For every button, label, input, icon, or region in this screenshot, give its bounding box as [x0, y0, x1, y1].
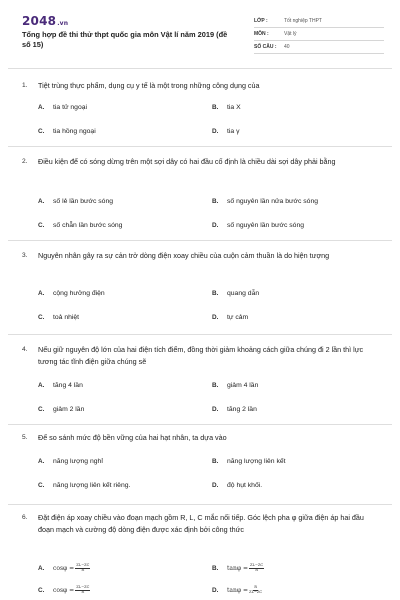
fraction-numerator: ZL−ZC	[76, 563, 90, 567]
option-text: tia hồng ngoại	[53, 128, 96, 135]
question-5	[0, 432, 400, 502]
option-b[interactable]	[212, 198, 318, 205]
question-number: 2.	[22, 158, 28, 165]
divider	[8, 424, 392, 425]
fraction	[249, 586, 262, 594]
option-text: tự cảm	[227, 314, 249, 321]
option-letter: C.	[38, 406, 45, 413]
divider	[8, 504, 392, 505]
formula-lhs: cosφ =	[53, 564, 75, 572]
divider	[8, 146, 392, 147]
option-letter: A.	[38, 104, 45, 111]
option-letter: A.	[38, 458, 45, 465]
exam-title: Tổng hợp đề thi thử thpt quốc gia môn Vật lí năm 2019 (đề số 15)	[22, 30, 228, 49]
exam-meta	[254, 15, 384, 54]
option-text: quang dẫn	[227, 290, 260, 297]
option-a[interactable]	[38, 198, 113, 205]
option-b[interactable]	[212, 104, 241, 111]
option-letter: A.	[38, 198, 45, 205]
fraction-denominator: R	[255, 567, 258, 572]
option-letter: D.	[212, 314, 219, 321]
question-number: 4.	[22, 346, 28, 353]
option-c[interactable]	[38, 222, 122, 229]
option-c[interactable]	[38, 482, 130, 489]
option-a[interactable]	[38, 104, 87, 111]
option-letter: B.	[212, 290, 219, 297]
question-text: Tiệt trùng thực phẩm, dụng cụ y tế là một trong những công dụng của	[38, 81, 260, 90]
question-text: Đặt điện áp xoay chiều vào đoạn mạch gồm R, L, C mắc nối tiếp. Góc lệch pha φ giữa điện áp hai đầu đoạn mạch và cường độ dòng điện được xác định bởi công thức	[38, 513, 364, 534]
option-letter: A.	[38, 382, 45, 389]
option-text: giảm 4 lần	[227, 382, 259, 389]
formula	[53, 587, 90, 594]
option-c[interactable]	[38, 128, 96, 135]
option-a[interactable]	[38, 458, 103, 465]
option-letter: C.	[38, 586, 45, 594]
option-letter: C.	[38, 314, 45, 321]
fraction	[249, 564, 264, 572]
option-text: tăng 2 lần	[227, 406, 257, 413]
divider	[8, 68, 392, 69]
fraction	[75, 564, 90, 572]
meta-class-value: Tốt nghiệp THPT	[284, 18, 322, 24]
meta-class-row	[254, 15, 384, 28]
option-letter: D.	[212, 586, 219, 594]
logo-text: 2048	[22, 14, 57, 28]
meta-subject-row	[254, 28, 384, 41]
question-text: Để so sánh mức độ bền vững của hai hạt nhân, ta dựa vào	[38, 433, 227, 442]
option-text: tia γ	[227, 128, 240, 135]
question-2	[0, 156, 400, 236]
option-d[interactable]	[212, 482, 262, 489]
question-number: 6.	[22, 514, 28, 521]
option-letter: D.	[212, 406, 219, 413]
question-6	[0, 512, 400, 600]
option-letter: B.	[212, 564, 219, 572]
option-a[interactable]	[38, 564, 90, 572]
option-d[interactable]	[212, 406, 257, 413]
question-text: Điều kiện để có sóng dừng trên một sợi dây có hai đầu cố định là chiều dài sợi dây phải bằng	[38, 157, 336, 166]
option-text: tia X	[227, 104, 241, 111]
option-text: số chẵn lần bước sóng	[53, 222, 123, 229]
meta-subject-value: Vật lý	[284, 31, 297, 37]
option-text: giảm 2 lần	[53, 406, 85, 413]
fraction-numerator: ZL−ZC	[250, 563, 264, 567]
option-a[interactable]	[38, 382, 83, 389]
question-text: Nguyên nhân gây ra sự cản trở dòng điện xoay chiều của cuộn cảm thuần là do hiện tượng	[38, 251, 330, 260]
option-b[interactable]	[212, 382, 258, 389]
formula	[227, 587, 262, 594]
option-text: năng lượng liên kết riêng.	[53, 482, 131, 489]
option-text: số lẻ lần bước sóng	[53, 198, 114, 205]
option-letter: D.	[212, 482, 219, 489]
fraction	[75, 586, 90, 594]
option-text: toả nhiệt	[53, 314, 80, 321]
meta-count-row	[254, 41, 384, 54]
formula-lhs: tanφ =	[227, 586, 248, 594]
option-letter: A.	[38, 564, 45, 572]
option-c[interactable]	[38, 586, 90, 594]
fraction-numerator: ZL−ZC	[76, 585, 90, 589]
meta-count-value: 40	[284, 44, 290, 50]
option-letter: B.	[212, 104, 219, 111]
question-4	[0, 344, 400, 424]
meta-subject-key: MÔN :	[254, 31, 269, 37]
option-text: năng lượng liên kết	[227, 458, 286, 465]
option-text: tăng 4 lần	[53, 382, 83, 389]
meta-class-key: LỚP :	[254, 18, 268, 24]
question-number: 1.	[22, 82, 28, 89]
option-letter: D.	[212, 128, 219, 135]
fraction-numerator: R	[254, 585, 257, 589]
formula	[227, 565, 264, 572]
logo-suffix: .vn	[57, 20, 69, 27]
site-logo[interactable]	[22, 14, 68, 28]
fraction-denominator: R	[81, 589, 85, 594]
option-d[interactable]	[212, 586, 262, 594]
formula	[53, 565, 90, 572]
option-a[interactable]	[38, 290, 105, 297]
formula-lhs: cosφ =	[53, 586, 75, 594]
option-letter: C.	[38, 128, 45, 135]
option-c[interactable]	[38, 406, 84, 413]
divider	[8, 334, 392, 335]
option-text: độ hụt khối.	[227, 482, 263, 489]
option-letter: C.	[38, 482, 45, 489]
option-letter: C.	[38, 222, 45, 229]
question-text: Nếu giữ nguyên độ lớn của hai điện tích điểm, đồng thời giảm khoảng cách giữa chúng đi 2 lần thì lực tương tác tĩnh điện giữa chúng sẽ	[38, 345, 364, 366]
option-letter: B.	[212, 458, 219, 465]
formula-lhs: tanφ =	[227, 564, 248, 572]
option-b[interactable]	[212, 458, 286, 465]
question-1	[0, 80, 400, 150]
option-letter: B.	[212, 198, 219, 205]
option-d[interactable]	[212, 222, 304, 229]
question-number: 5.	[22, 434, 28, 441]
question-3	[0, 250, 400, 330]
option-text: số nguyên lần nửa bước sóng	[227, 198, 319, 205]
fraction-denominator: R	[81, 567, 85, 572]
option-letter: B.	[212, 382, 219, 389]
divider	[8, 240, 392, 241]
option-b[interactable]	[212, 290, 259, 297]
meta-count-key: SỐ CÂU :	[254, 44, 277, 50]
question-number: 3.	[22, 252, 28, 259]
option-b[interactable]	[212, 564, 264, 572]
option-text: số nguyên lần bước sóng	[227, 222, 305, 229]
option-text: năng lượng nghỉ	[53, 458, 103, 465]
option-d[interactable]	[212, 314, 248, 321]
option-text: tia tử ngoại	[53, 104, 88, 111]
option-d[interactable]	[212, 128, 239, 135]
option-c[interactable]	[38, 314, 79, 321]
option-text: cộng hưởng điện	[53, 290, 105, 297]
page-header	[0, 0, 400, 64]
option-letter: A.	[38, 290, 45, 297]
fraction-denominator: ZL−ZC	[249, 589, 263, 594]
option-letter: D.	[212, 222, 219, 229]
